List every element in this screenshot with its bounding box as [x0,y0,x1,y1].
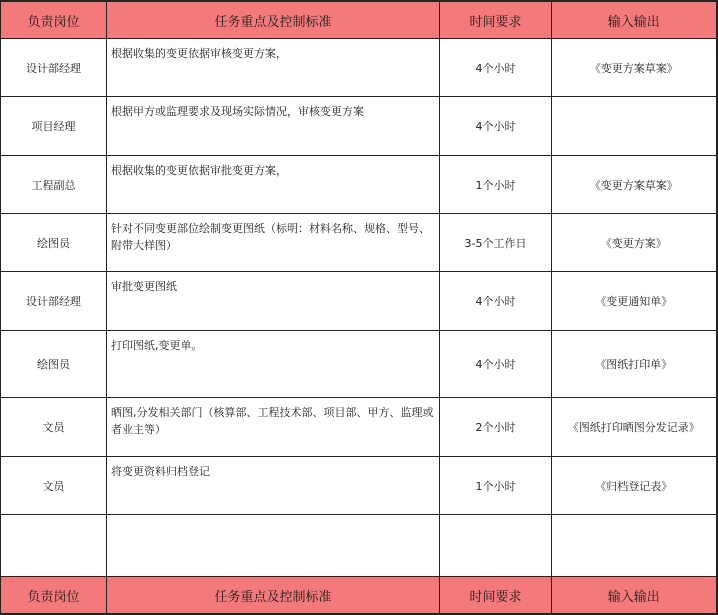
table-row-empty [1,515,717,577]
cell-task[interactable]: 将变更资料归档登记 [107,457,440,515]
table-row [1,97,717,156]
cell-role[interactable]: 绘图员 [1,214,107,272]
cell-role[interactable]: 绘图员 [1,331,107,398]
cell-time[interactable]: 1个小时 [440,156,552,214]
cell-time[interactable]: 4个小时 [440,272,552,331]
cell-io[interactable]: 《变更通知单》 [552,272,717,331]
cell-time[interactable]: 4个小时 [440,331,552,398]
cell-time[interactable]: 4个小时 [440,39,552,97]
header-task[interactable]: 任务重点及控制标准 [107,1,440,39]
header-role[interactable]: 负责岗位 [1,1,107,39]
table-row [1,272,717,331]
cell-io[interactable]: 《变更方案》 [552,214,717,272]
cell-task[interactable]: 晒图,分发相关部门（核算部、工程技术部、项目部、甲方、监理或者业主等） [107,398,440,457]
table-row [1,457,717,515]
cell-task[interactable]: 根据甲方或监理要求及现场实际情况，审核变更方案 [107,97,440,156]
cell-time[interactable]: 1个小时 [440,457,552,515]
cell-role[interactable]: 项目经理 [1,97,107,156]
cell-task[interactable]: 针对不同变更部位绘制变更图纸（标明：材料名称、规格、型号、附带大样图） [107,214,440,272]
cell-io[interactable] [552,515,717,577]
cell-role[interactable] [1,515,107,577]
cell-time[interactable]: 3-5个工作日 [440,214,552,272]
cell-io[interactable]: 《归档登记表》 [552,457,717,515]
cell-task[interactable]: 打印图纸,变更单。 [107,331,440,398]
table-row [1,156,717,214]
header-row [1,1,717,39]
header-io[interactable]: 输入输出 [552,1,717,39]
cell-time[interactable] [440,515,552,577]
table-row [1,331,717,398]
footer-task[interactable]: 任务重点及控制标准 [107,577,440,615]
footer-io[interactable]: 输入输出 [552,577,717,615]
footer-header-row [1,577,717,615]
cell-task[interactable]: 根据收集的变更依据审批变更方案， [107,156,440,214]
cell-io[interactable]: 《图纸打印单》 [552,331,717,398]
cell-task[interactable]: 根据收集的变更依据审核变更方案， [107,39,440,97]
table-row [1,39,717,97]
cell-role[interactable]: 设计部经理 [1,39,107,97]
cell-task[interactable] [107,515,440,577]
footer-role[interactable]: 负责岗位 [1,577,107,615]
cell-io[interactable]: 《变更方案草案》 [552,156,717,214]
table-row [1,398,717,457]
cell-task[interactable]: 审批变更图纸 [107,272,440,331]
cell-role[interactable]: 文员 [1,457,107,515]
cell-io[interactable]: 《变更方案草案》 [552,39,717,97]
cell-role[interactable]: 设计部经理 [1,272,107,331]
cell-role[interactable]: 工程副总 [1,156,107,214]
header-time[interactable]: 时间要求 [440,1,552,39]
table-row [1,214,717,272]
cell-role[interactable]: 文员 [1,398,107,457]
cell-io[interactable]: 《图纸打印晒图分发记录》 [552,398,717,457]
cell-time[interactable]: 2个小时 [440,398,552,457]
footer-time[interactable]: 时间要求 [440,577,552,615]
cell-time[interactable]: 4个小时 [440,97,552,156]
cell-io[interactable] [552,97,717,156]
